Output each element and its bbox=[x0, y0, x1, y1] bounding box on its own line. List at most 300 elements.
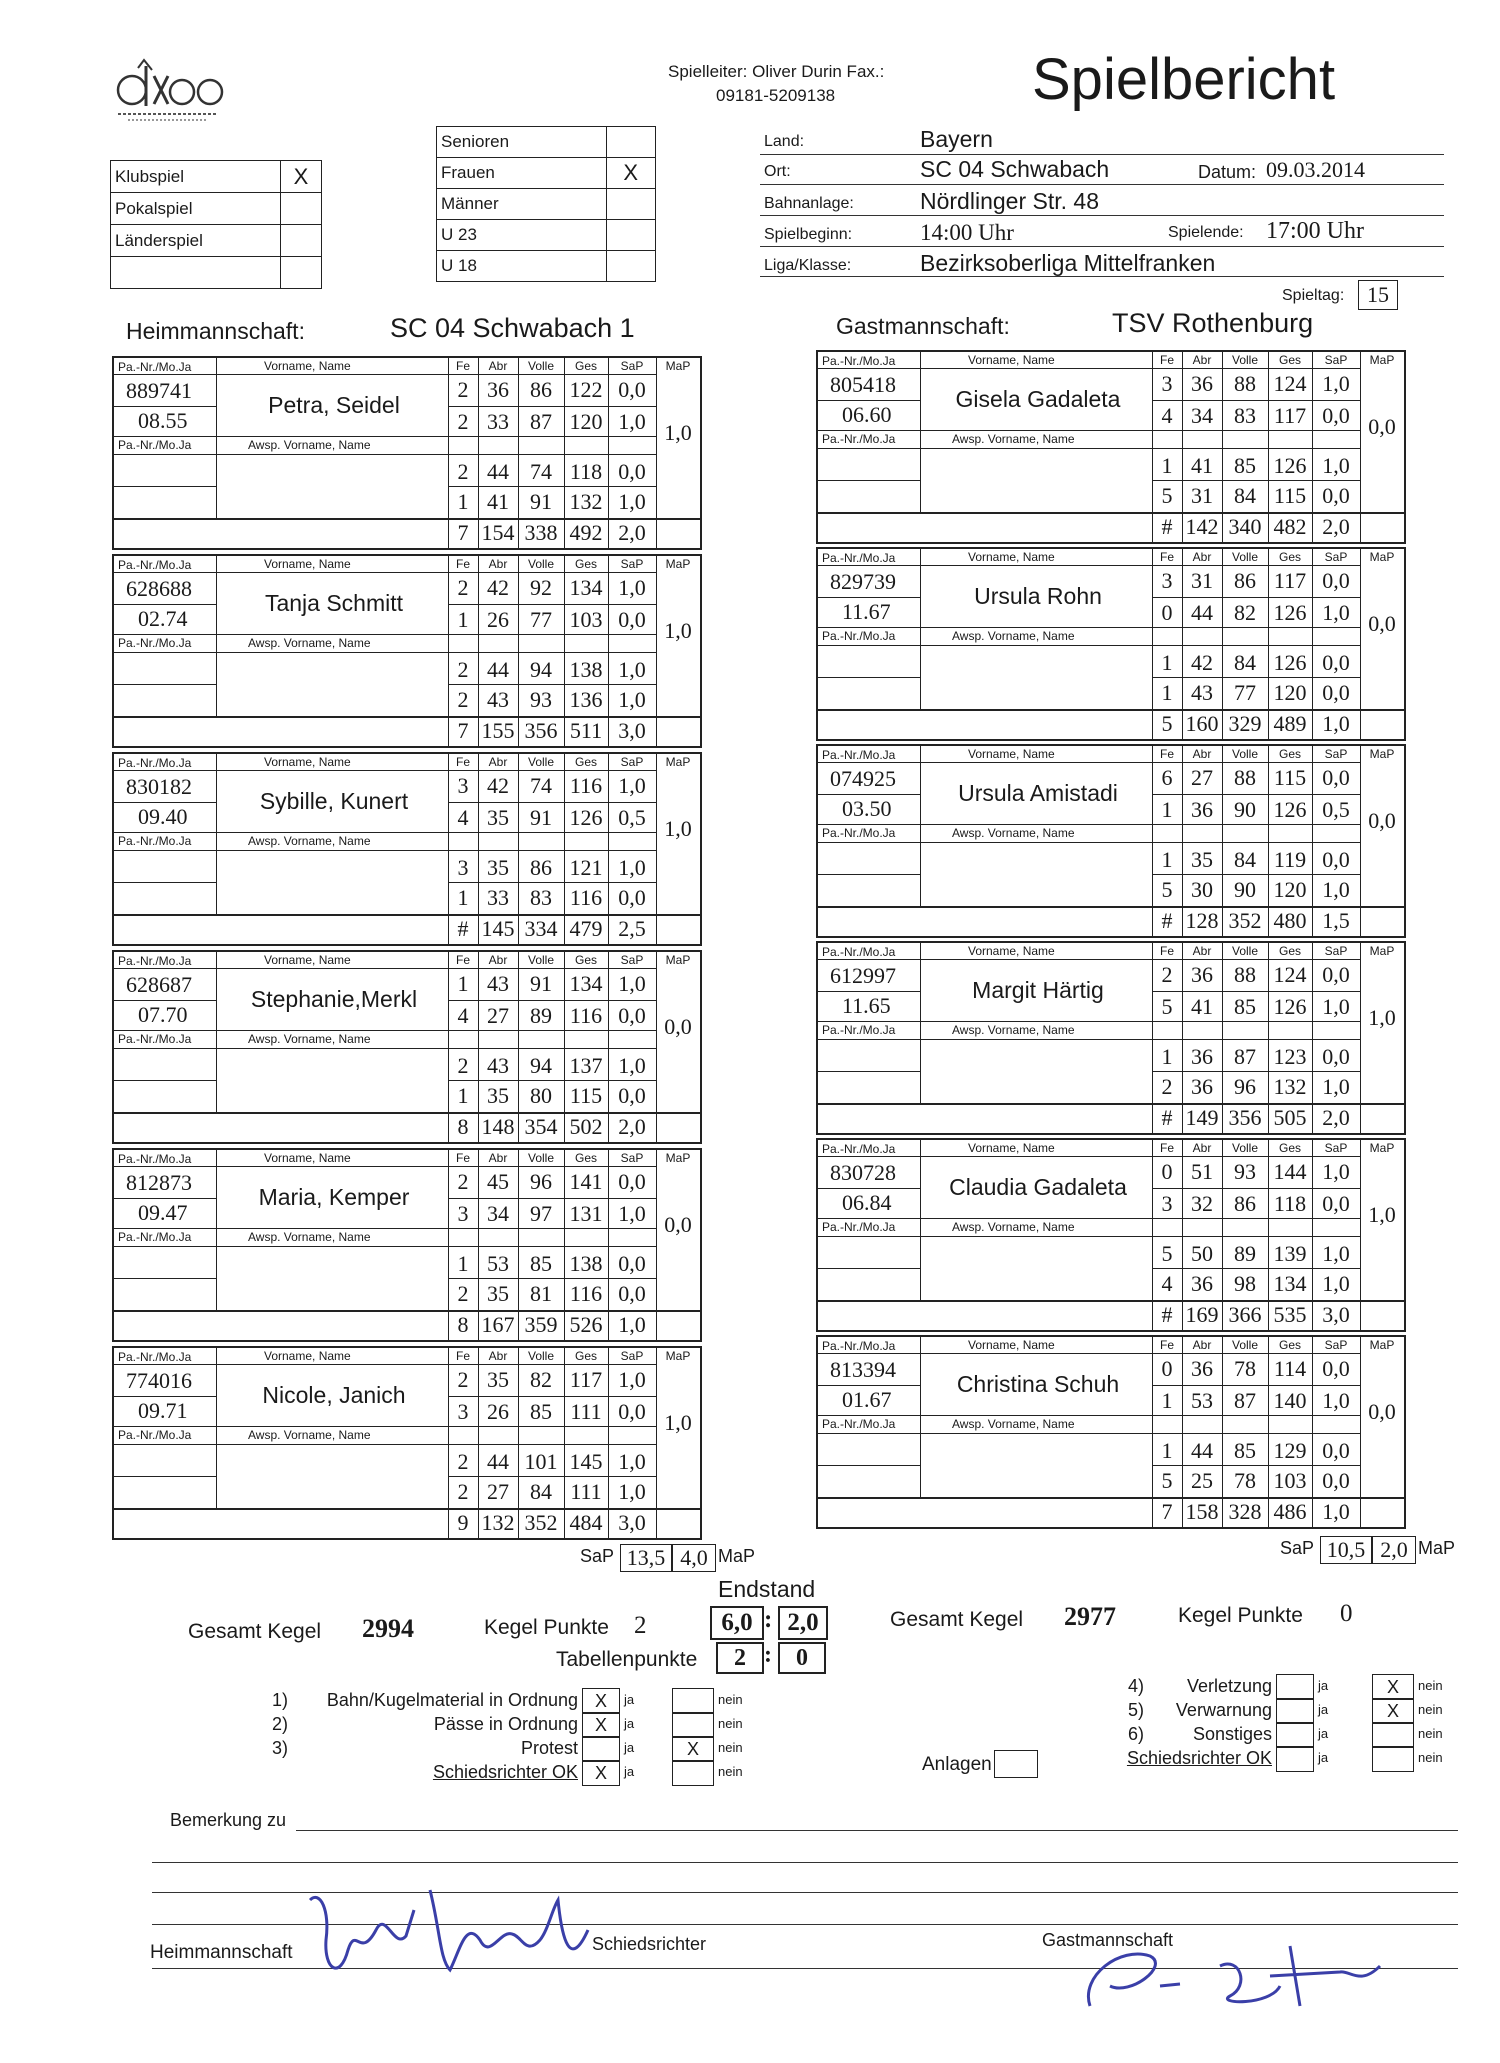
score-cell: 103 bbox=[569, 607, 603, 632]
land-label: Land: bbox=[764, 133, 805, 150]
score-cell: 85 bbox=[1234, 453, 1256, 478]
col-header-map: MaP bbox=[1369, 353, 1395, 367]
score-cell: 1,0 bbox=[618, 773, 646, 798]
total-cell: 526 bbox=[569, 1312, 603, 1337]
col-header-ges: Ges bbox=[574, 953, 597, 967]
ja-label: ja bbox=[624, 1716, 635, 1731]
tab-guest-value: 0 bbox=[778, 1642, 826, 1674]
col-header-abr: Abr bbox=[488, 1349, 508, 1363]
col-header-map: MaP bbox=[665, 755, 691, 769]
category-checkbox[interactable] bbox=[606, 127, 656, 158]
score-cell: 35 bbox=[487, 855, 509, 880]
player-map: 1,0 bbox=[1368, 1202, 1396, 1227]
match-type-label bbox=[111, 257, 281, 289]
vorname-label: Vorname, Name bbox=[264, 755, 351, 769]
score-cell: 84 bbox=[1234, 650, 1256, 675]
category-checkbox[interactable] bbox=[606, 251, 656, 282]
guest-label: Gastmannschaft: bbox=[836, 313, 1010, 339]
score-cell: 115 bbox=[1273, 483, 1307, 508]
pa-label-2: Pa.-Nr./Mo.Ja bbox=[822, 432, 896, 446]
score-cell: 2 bbox=[457, 575, 469, 600]
ja-checkbox[interactable] bbox=[1276, 1698, 1314, 1724]
score-cell: 116 bbox=[569, 1003, 603, 1028]
pa-label-2: Pa.-Nr./Mo.Ja bbox=[118, 834, 192, 848]
score-cell: 81 bbox=[530, 1281, 552, 1306]
bemerkung-line-1[interactable] bbox=[296, 1830, 1458, 1831]
score-cell: 123 bbox=[1273, 1044, 1307, 1069]
nein-checkbox[interactable] bbox=[1372, 1746, 1414, 1772]
player-pa-number: 830182 bbox=[126, 774, 192, 799]
col-header-map: MaP bbox=[665, 359, 691, 373]
score-cell: 2 bbox=[1161, 962, 1173, 987]
col-header-map: MaP bbox=[1369, 944, 1395, 958]
vorname-label: Vorname, Name bbox=[968, 353, 1055, 367]
score-cell: 87 bbox=[530, 409, 552, 434]
pa-label: Pa.-Nr./Mo.Ja bbox=[118, 954, 192, 968]
category-checkbox[interactable]: X bbox=[606, 158, 656, 189]
ort-label: Ort: bbox=[764, 163, 791, 180]
player-map: 1,0 bbox=[664, 1410, 692, 1435]
ja-checkbox[interactable] bbox=[1276, 1674, 1314, 1700]
col-header-volle: Volle bbox=[527, 1151, 555, 1165]
col-header-volle: Volle bbox=[1231, 747, 1259, 761]
player-block bbox=[816, 547, 1406, 741]
check-number: 6) bbox=[1128, 1724, 1145, 1744]
total-cell: 128 bbox=[1185, 908, 1219, 933]
check-label: Schiedsrichter OK bbox=[432, 1762, 578, 1782]
awsp-label: Awsp. Vorname, Name bbox=[952, 1023, 1075, 1037]
home-gesamt-label: Gesamt Kegel bbox=[188, 1620, 322, 1643]
score-cell: 0,0 bbox=[1322, 1044, 1350, 1069]
score-cell: 30 bbox=[1191, 877, 1213, 902]
category-checkbox[interactable] bbox=[606, 220, 656, 251]
score-cell: 44 bbox=[1191, 600, 1213, 625]
col-header-ges: Ges bbox=[574, 557, 597, 571]
score-cell: 92 bbox=[530, 575, 552, 600]
player-birth: 09.40 bbox=[138, 804, 188, 829]
total-cell: 328 bbox=[1228, 1499, 1262, 1524]
score-cell: 25 bbox=[1191, 1468, 1213, 1493]
score-cell: 0,0 bbox=[618, 377, 646, 402]
score-cell: 88 bbox=[1234, 962, 1256, 987]
score-cell: 1,0 bbox=[1322, 994, 1350, 1019]
ja-checkbox[interactable]: X bbox=[582, 1688, 620, 1714]
category-checkbox[interactable] bbox=[606, 189, 656, 220]
player-block bbox=[816, 941, 1406, 1135]
col-header-map: MaP bbox=[1369, 1338, 1395, 1352]
col-header-sap: SaP bbox=[1324, 550, 1348, 564]
score-cell: 34 bbox=[1191, 403, 1213, 428]
score-cell: 35 bbox=[487, 1281, 509, 1306]
score-cell: 5 bbox=[1161, 877, 1173, 902]
total-cell: 356 bbox=[1228, 1105, 1262, 1130]
score-cell: 96 bbox=[530, 1169, 552, 1194]
score-cell: 0,0 bbox=[618, 1399, 646, 1424]
pa-label: Pa.-Nr./Mo.Ja bbox=[822, 354, 896, 368]
total-cell: 145 bbox=[481, 916, 515, 941]
score-cell: 51 bbox=[1191, 1159, 1213, 1184]
score-cell: 140 bbox=[1273, 1388, 1307, 1413]
col-header-map: MaP bbox=[665, 1151, 691, 1165]
score-cell: 31 bbox=[1191, 568, 1213, 593]
col-header-fe: Fe bbox=[1159, 353, 1174, 367]
match-type-checkbox[interactable] bbox=[280, 193, 321, 225]
end-home-value: 6,0 bbox=[710, 1606, 764, 1640]
score-cell: 97 bbox=[530, 1201, 552, 1226]
total-cell: 158 bbox=[1185, 1499, 1219, 1524]
score-cell: 0,0 bbox=[618, 1003, 646, 1028]
player-map: 1,0 bbox=[664, 618, 692, 643]
score-cell: 1,0 bbox=[618, 1367, 646, 1392]
score-cell: 91 bbox=[530, 805, 552, 830]
score-cell: 33 bbox=[487, 885, 509, 910]
score-cell: 116 bbox=[569, 885, 603, 910]
score-cell: 26 bbox=[487, 607, 509, 632]
nein-checkbox[interactable]: X bbox=[1372, 1698, 1414, 1724]
check-label: Verwarnung bbox=[1175, 1700, 1272, 1720]
guest-kp-label: Kegel Punkte bbox=[1178, 1604, 1303, 1627]
score-cell: 35 bbox=[487, 1083, 509, 1108]
ja-checkbox[interactable]: X bbox=[582, 1760, 620, 1786]
check-number: 1) bbox=[272, 1690, 289, 1710]
match-type-label: Länderspiel bbox=[111, 225, 281, 257]
score-cell: 27 bbox=[487, 1479, 509, 1504]
score-cell: 83 bbox=[1234, 403, 1256, 428]
score-cell: 42 bbox=[1191, 650, 1213, 675]
score-cell: 0,0 bbox=[1322, 650, 1350, 675]
player-name: Ursula Amistadi bbox=[958, 780, 1118, 806]
score-cell: 86 bbox=[530, 377, 552, 402]
score-cell: 1,0 bbox=[1322, 1271, 1350, 1296]
player-name: Maria, Kemper bbox=[258, 1184, 410, 1210]
total-cell: # bbox=[1161, 908, 1173, 933]
home-sap-value: 13,5 bbox=[620, 1544, 672, 1572]
total-cell: 352 bbox=[1228, 908, 1262, 933]
score-cell: 117 bbox=[569, 1367, 603, 1392]
nein-label: nein bbox=[718, 1740, 743, 1755]
score-cell: 134 bbox=[569, 575, 603, 600]
score-cell: 1 bbox=[1161, 1388, 1173, 1413]
nein-label: nein bbox=[718, 1764, 743, 1779]
player-block bbox=[816, 744, 1406, 938]
ja-checkbox[interactable]: X bbox=[582, 1712, 620, 1738]
total-cell: 492 bbox=[569, 520, 603, 545]
col-header-ges: Ges bbox=[1278, 1338, 1301, 1352]
total-cell: 9 bbox=[457, 1510, 469, 1535]
schiri-signature-label: Schiedsrichter bbox=[592, 1934, 707, 1954]
bahn-value: Nördlinger Str. 48 bbox=[920, 188, 1099, 214]
score-cell: 35 bbox=[487, 805, 509, 830]
home-gesamt-value: 2994 bbox=[362, 1614, 414, 1643]
liga-label: Liga/Klasse: bbox=[764, 257, 852, 274]
col-header-abr: Abr bbox=[1192, 1338, 1212, 1352]
home-kp-label: Kegel Punkte bbox=[484, 1616, 609, 1639]
player-birth: 03.50 bbox=[842, 796, 892, 821]
col-header-map: MaP bbox=[665, 1349, 691, 1363]
match-type-row bbox=[111, 257, 322, 289]
player-pa-number: 628687 bbox=[126, 972, 192, 997]
score-cell: 78 bbox=[1234, 1468, 1256, 1493]
total-cell: 486 bbox=[1273, 1499, 1307, 1524]
col-header-volle: Volle bbox=[1231, 944, 1259, 958]
score-cell: 91 bbox=[530, 971, 552, 996]
score-cell: 0,0 bbox=[1322, 962, 1350, 987]
score-cell: 103 bbox=[1273, 1468, 1307, 1493]
player-birth: 07.70 bbox=[138, 1002, 188, 1027]
score-cell: 4 bbox=[457, 1003, 469, 1028]
total-cell: 142 bbox=[1185, 514, 1219, 539]
score-cell: 0,0 bbox=[1322, 568, 1350, 593]
col-header-fe: Fe bbox=[1159, 1338, 1174, 1352]
category-label: Frauen bbox=[437, 158, 607, 189]
col-header-abr: Abr bbox=[488, 1151, 508, 1165]
total-cell: 167 bbox=[481, 1312, 515, 1337]
bemerkung-line-2[interactable] bbox=[152, 1862, 1458, 1863]
nein-checkbox[interactable] bbox=[1372, 1722, 1414, 1748]
score-cell: 98 bbox=[1234, 1271, 1256, 1296]
col-header-fe: Fe bbox=[455, 359, 470, 373]
vorname-label: Vorname, Name bbox=[968, 747, 1055, 761]
col-header-fe: Fe bbox=[1159, 944, 1174, 958]
nein-checkbox[interactable] bbox=[672, 1760, 714, 1786]
ja-checkbox[interactable] bbox=[1276, 1722, 1314, 1748]
anlagen-box[interactable] bbox=[994, 1750, 1038, 1778]
score-cell: 1,0 bbox=[1322, 371, 1350, 396]
total-cell: 160 bbox=[1185, 711, 1219, 736]
pa-label: Pa.-Nr./Mo.Ja bbox=[118, 1350, 192, 1364]
score-cell: 36 bbox=[1191, 962, 1213, 987]
ja-checkbox[interactable] bbox=[1276, 1746, 1314, 1772]
nein-label: nein bbox=[718, 1716, 743, 1731]
nein-label: nein bbox=[1418, 1678, 1443, 1693]
score-cell: 84 bbox=[1234, 483, 1256, 508]
category-row bbox=[437, 220, 656, 251]
check-number: 5) bbox=[1128, 1700, 1145, 1720]
awsp-label: Awsp. Vorname, Name bbox=[952, 1220, 1075, 1234]
end-guest-value: 2,0 bbox=[778, 1606, 828, 1640]
total-cell: 148 bbox=[481, 1114, 515, 1139]
col-header-ges: Ges bbox=[1278, 353, 1301, 367]
score-cell: 132 bbox=[569, 489, 603, 514]
col-header-volle: Volle bbox=[1231, 550, 1259, 564]
score-cell: 34 bbox=[487, 1201, 509, 1226]
score-cell: 85 bbox=[530, 1251, 552, 1276]
score-cell: 0,5 bbox=[618, 805, 646, 830]
score-cell: 0,0 bbox=[1322, 1191, 1350, 1216]
score-cell: 82 bbox=[530, 1367, 552, 1392]
total-cell: 356 bbox=[524, 718, 558, 743]
player-name: Claudia Gadaleta bbox=[949, 1174, 1127, 1200]
score-cell: 84 bbox=[530, 1479, 552, 1504]
col-header-sap: SaP bbox=[1324, 747, 1348, 761]
pa-label-2: Pa.-Nr./Mo.Ja bbox=[822, 1220, 896, 1234]
pa-label: Pa.-Nr./Mo.Ja bbox=[118, 756, 192, 770]
col-header-volle: Volle bbox=[527, 755, 555, 769]
score-cell: 27 bbox=[1191, 765, 1213, 790]
score-cell: 137 bbox=[569, 1053, 603, 1078]
ja-checkbox[interactable] bbox=[582, 1736, 620, 1762]
match-type-checkbox[interactable]: X bbox=[280, 161, 321, 193]
player-block bbox=[112, 554, 702, 748]
tabellen-label: Tabellenpunkte bbox=[556, 1648, 698, 1671]
score-cell: 138 bbox=[569, 1251, 603, 1276]
score-cell: 136 bbox=[569, 687, 603, 712]
total-cell: 149 bbox=[1185, 1105, 1219, 1130]
score-cell: 119 bbox=[1273, 847, 1307, 872]
score-cell: 1 bbox=[457, 607, 469, 632]
score-cell: 0,0 bbox=[618, 1083, 646, 1108]
check-label: Pässe in Ordnung bbox=[433, 1714, 578, 1734]
nein-label: nein bbox=[1418, 1702, 1443, 1717]
col-header-sap: SaP bbox=[620, 359, 644, 373]
player-birth: 06.60 bbox=[842, 402, 892, 427]
total-cell: # bbox=[457, 916, 469, 941]
score-cell: 0,0 bbox=[618, 1281, 646, 1306]
col-header-abr: Abr bbox=[488, 755, 508, 769]
total-cell: 132 bbox=[481, 1510, 515, 1535]
col-header-sap: SaP bbox=[620, 1151, 644, 1165]
score-cell: 120 bbox=[1273, 680, 1307, 705]
vorname-label: Vorname, Name bbox=[968, 944, 1055, 958]
score-cell: 0,0 bbox=[618, 459, 646, 484]
score-cell: 1,0 bbox=[618, 687, 646, 712]
vorname-label: Vorname, Name bbox=[968, 550, 1055, 564]
col-header-sap: SaP bbox=[620, 1349, 644, 1363]
nein-checkbox[interactable]: X bbox=[1372, 1674, 1414, 1700]
score-cell: 36 bbox=[1191, 1271, 1213, 1296]
home-signature bbox=[290, 1870, 610, 1990]
total-cell: 352 bbox=[524, 1510, 558, 1535]
score-cell: 35 bbox=[1191, 847, 1213, 872]
bemerkung-label: Bemerkung zu bbox=[170, 1810, 287, 1830]
score-cell: 1 bbox=[1161, 797, 1173, 822]
match-type-checkbox[interactable] bbox=[280, 257, 321, 289]
awsp-label: Awsp. Vorname, Name bbox=[248, 1428, 371, 1442]
player-birth: 11.67 bbox=[842, 599, 891, 624]
col-header-fe: Fe bbox=[455, 1151, 470, 1165]
total-cell: 3,0 bbox=[618, 1510, 646, 1535]
col-header-ges: Ges bbox=[1278, 944, 1301, 958]
score-cell: 2 bbox=[457, 1281, 469, 1306]
total-cell: 1,0 bbox=[1322, 711, 1350, 736]
player-pa-number: 612997 bbox=[830, 963, 896, 988]
col-header-volle: Volle bbox=[527, 557, 555, 571]
score-cell: 2 bbox=[457, 657, 469, 682]
player-name: Ursula Rohn bbox=[974, 583, 1102, 609]
player-pa-number: 812873 bbox=[126, 1170, 192, 1195]
total-cell: 480 bbox=[1273, 908, 1307, 933]
player-block bbox=[112, 950, 702, 1144]
col-header-map: MaP bbox=[665, 953, 691, 967]
check-number: 3) bbox=[272, 1738, 289, 1758]
total-cell: 2,5 bbox=[618, 916, 646, 941]
score-cell: 91 bbox=[530, 489, 552, 514]
score-cell: 1 bbox=[1161, 650, 1173, 675]
total-cell: 5 bbox=[1161, 711, 1173, 736]
col-header-map: MaP bbox=[1369, 550, 1395, 564]
score-cell: 90 bbox=[1234, 797, 1256, 822]
score-cell: 2 bbox=[457, 1053, 469, 1078]
category-row bbox=[437, 251, 656, 282]
guest-gesamt-label: Gesamt Kegel bbox=[890, 1608, 1024, 1631]
pa-label-2: Pa.-Nr./Mo.Ja bbox=[118, 438, 192, 452]
check-number: 2) bbox=[272, 1714, 289, 1734]
gast-signature-label: Gastmannschaft bbox=[1042, 1930, 1174, 1950]
score-cell: 145 bbox=[569, 1449, 603, 1474]
score-cell: 74 bbox=[530, 459, 552, 484]
nein-checkbox[interactable] bbox=[672, 1688, 714, 1714]
score-cell: 0,0 bbox=[618, 1169, 646, 1194]
score-cell: 124 bbox=[1273, 962, 1307, 987]
score-cell: 1,0 bbox=[618, 855, 646, 880]
player-pa-number: 830728 bbox=[830, 1160, 896, 1185]
vorname-label: Vorname, Name bbox=[264, 359, 351, 373]
score-cell: 35 bbox=[487, 1367, 509, 1392]
total-cell: 8 bbox=[457, 1114, 469, 1139]
category-label: U 18 bbox=[437, 251, 607, 282]
awsp-label: Awsp. Vorname, Name bbox=[952, 1417, 1075, 1431]
score-cell: 36 bbox=[1191, 1356, 1213, 1381]
score-cell: 134 bbox=[569, 971, 603, 996]
score-cell: 126 bbox=[1273, 453, 1307, 478]
col-header-ges: Ges bbox=[574, 1349, 597, 1363]
player-pa-number: 813394 bbox=[830, 1357, 896, 1382]
col-header-abr: Abr bbox=[488, 557, 508, 571]
check-label: Verletzung bbox=[1186, 1676, 1272, 1696]
heim-signature-label: Heimmannschaft bbox=[150, 1942, 293, 1963]
nein-checkbox[interactable] bbox=[672, 1712, 714, 1738]
player-map: 1,0 bbox=[1368, 1005, 1396, 1030]
total-cell: 7 bbox=[1161, 1499, 1173, 1524]
vorname-label: Vorname, Name bbox=[264, 953, 351, 967]
anlagen-label: Anlagen bbox=[922, 1754, 992, 1775]
score-cell: 1,0 bbox=[618, 971, 646, 996]
score-cell: 0 bbox=[1161, 1159, 1173, 1184]
score-cell: 3 bbox=[1161, 371, 1173, 396]
score-cell: 3 bbox=[457, 855, 469, 880]
total-cell: 8 bbox=[457, 1312, 469, 1337]
pa-label: Pa.-Nr./Mo.Ja bbox=[822, 551, 896, 565]
score-cell: 1 bbox=[1161, 453, 1173, 478]
ort-value: SC 04 Schwabach bbox=[920, 156, 1110, 182]
score-cell: 1,0 bbox=[618, 489, 646, 514]
score-cell: 1 bbox=[1161, 847, 1173, 872]
score-cell: 126 bbox=[1273, 600, 1307, 625]
nein-checkbox[interactable]: X bbox=[672, 1736, 714, 1762]
total-cell: # bbox=[1161, 514, 1173, 539]
player-name: Petra, Seidel bbox=[268, 392, 400, 418]
ja-label: ja bbox=[624, 1740, 635, 1755]
col-header-abr: Abr bbox=[1192, 944, 1212, 958]
score-cell: 93 bbox=[530, 687, 552, 712]
guest-kp-value: 0 bbox=[1340, 1600, 1353, 1627]
player-map: 0,0 bbox=[664, 1014, 692, 1039]
player-birth: 08.55 bbox=[138, 408, 188, 433]
match-type-row bbox=[111, 193, 322, 225]
col-header-ges: Ges bbox=[574, 755, 597, 769]
score-cell: 0 bbox=[1161, 1356, 1173, 1381]
total-cell: 1,0 bbox=[618, 1312, 646, 1337]
col-header-ges: Ges bbox=[574, 1151, 597, 1165]
match-type-checkbox[interactable] bbox=[280, 225, 321, 257]
player-map: 0,0 bbox=[664, 1212, 692, 1237]
tab-home-value: 2 bbox=[716, 1642, 764, 1674]
score-cell: 0,0 bbox=[1322, 680, 1350, 705]
player-birth: 01.67 bbox=[842, 1387, 892, 1412]
nein-label: nein bbox=[1418, 1726, 1443, 1741]
score-cell: 41 bbox=[1191, 453, 1213, 478]
score-cell: 44 bbox=[1191, 1438, 1213, 1463]
